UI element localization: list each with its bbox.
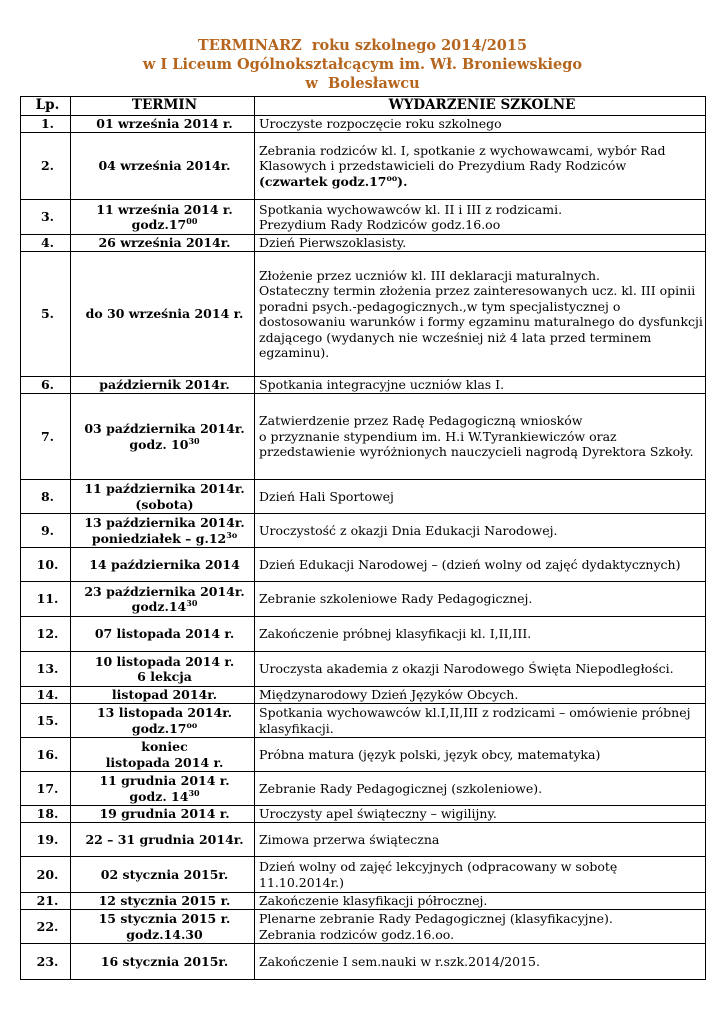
row-date-line-1: koniec: [141, 739, 188, 754]
row-date: [71, 200, 255, 235]
row-number: 21.: [21, 893, 71, 910]
table-header-row: [21, 97, 706, 116]
row-event: [255, 617, 706, 652]
row-number: 8.: [21, 480, 71, 514]
row-time: godz. 14: [129, 788, 189, 804]
table-row: [21, 133, 706, 200]
row-number: 15.: [21, 704, 71, 738]
row-number: 17.: [21, 772, 71, 806]
table-row: [21, 116, 706, 133]
row-time: godz.17: [131, 720, 187, 736]
row-event: [255, 480, 706, 514]
row-number: 20.: [21, 857, 71, 893]
row-date: [71, 910, 255, 944]
row-event: [255, 772, 706, 806]
row-date-line-1: 11 września 2014 r.: [96, 201, 233, 217]
row-date: [71, 823, 255, 857]
row-date-line-1: 11 grudnia 2014 r.: [99, 773, 230, 788]
table-row: [21, 910, 706, 944]
row-event-text: Dzień Pierwszoklasisty.: [259, 235, 407, 251]
row-event: [255, 944, 706, 980]
row-date-line-1: 04 września 2014r.: [98, 158, 231, 174]
row-date: [71, 480, 255, 514]
row-time-minutes: 30: [188, 787, 200, 798]
row-event-text: Złożenie przez uczniów kl. III deklaracji maturalnych.: [259, 267, 601, 283]
row-event: [255, 200, 706, 235]
row-time: 6 lekcja: [137, 669, 192, 684]
row-event: [255, 252, 706, 377]
row-time: godz.14.30: [126, 926, 203, 942]
row-number: 10.: [21, 548, 71, 582]
row-date-line-1: 26 września 2014r.: [98, 235, 231, 251]
row-event-note-end: ).: [397, 173, 408, 189]
row-date: [71, 944, 255, 980]
row-event-text-2: Ostateczny termin złożenia przez zainteresowanych ucz. kl. III opinii poradni psych.-pedagogicznych.,w tym specjalistycznej o dostosowaniu warunków i formy egzaminu maturalnego do dysfunkcji zdającego (wydanych nie wcześniej niż 4 lata przed terminem egzaminu).: [259, 283, 703, 360]
row-date-line-1: 02 stycznia 2015r.: [100, 866, 229, 882]
row-event-text: Międzynarodowy Dzień Języków Obcych.: [259, 687, 519, 703]
row-event-text: Zebranie Rady Pedagogicznej (szkoleniowe).: [259, 780, 543, 796]
document-title: [0, 36, 725, 93]
row-date-line-2: [75, 497, 254, 513]
row-event-text-2: o przyznanie stypendium im. H.i W.Tyrankiewiczów oraz przedstawienie wyróżnionych nauczycieli nagrodą Dyrektora Szkoły.: [259, 428, 694, 460]
row-event: [255, 652, 706, 687]
row-date-line-2: [75, 755, 254, 771]
row-date-line-1: 13 października 2014r.: [84, 515, 245, 530]
row-event-text: Dzień Edukacji Narodowej – (dzień wolny od zajęć dydaktycznych): [259, 556, 681, 572]
row-date: [71, 582, 255, 617]
row-date-line-2: [75, 789, 254, 805]
row-event-text: Zakończenie próbnej klasyfikacji kl. I,II,III.: [259, 626, 532, 642]
row-number: 13.: [21, 652, 71, 687]
row-number: 19.: [21, 823, 71, 857]
row-date: [71, 394, 255, 480]
table-row: [21, 548, 706, 582]
row-event: [255, 806, 706, 823]
table-row: [21, 200, 706, 235]
row-event: [255, 704, 706, 738]
table-row: [21, 704, 706, 738]
row-event-text: Próbna matura (język polski, język obcy, matematyka): [259, 746, 601, 762]
row-date-line-1: do 30 września 2014 r.: [85, 306, 244, 322]
row-date-line-1: 23 października 2014r.: [84, 583, 245, 599]
row-date-line-2: [75, 599, 254, 615]
row-number: 4.: [21, 235, 71, 252]
row-time: godz. 10: [129, 436, 189, 452]
row-number: 9.: [21, 514, 71, 548]
row-date: [71, 772, 255, 806]
row-time-minutes: 00: [186, 215, 198, 226]
table-row: [21, 944, 706, 980]
row-date: [71, 857, 255, 893]
table-row: [21, 235, 706, 252]
row-date-line-1: październik 2014r.: [99, 377, 230, 393]
row-time-minutes: 3o: [226, 529, 238, 540]
table-row: [21, 687, 706, 704]
row-event-text: Zakończenie I sem.nauki w r.szk.2014/2015.: [259, 953, 540, 969]
row-event-text-2: Prezydium Rady Rodziców godz.16.oo: [259, 217, 501, 232]
row-number: 12.: [21, 617, 71, 652]
row-event-text: Spotkania wychowawców kl. II i III z rodzicami.: [259, 201, 563, 217]
row-date-line-1: 03 października 2014r.: [84, 421, 245, 436]
row-date-line-1: 07 listopada 2014 r.: [94, 626, 235, 642]
row-date-line-2: [75, 531, 254, 547]
row-event-text: Uroczysty apel świąteczny – wigilijny.: [259, 806, 497, 822]
row-date-line-1: 01 września 2014 r.: [96, 116, 233, 132]
table-row: [21, 857, 706, 893]
row-event-note-minutes: oo: [386, 172, 398, 183]
row-date-line-2: [75, 217, 254, 233]
row-event: [255, 377, 706, 394]
table-row: [21, 377, 706, 394]
row-event-text: Zebranie szkoleniowe Rady Pedagogicznej.: [259, 591, 533, 607]
row-time-minutes: 30: [186, 597, 198, 608]
row-time: poniedziałek – g.12: [91, 530, 227, 546]
row-event-text: Zatwierdzenie przez Radę Pedagogiczną wniosków: [259, 413, 583, 429]
row-time-minutes: 30: [188, 435, 200, 446]
row-date: [71, 116, 255, 133]
row-date: [71, 235, 255, 252]
row-event: [255, 514, 706, 548]
row-date: [71, 652, 255, 687]
table-row: [21, 480, 706, 514]
row-date: [71, 893, 255, 910]
row-event-text: Zebrania rodziców kl. I, spotkanie z wychowawcami, wybór Rad Klasowych i przedstawicieli do Prezydium Rady Rodziców: [259, 142, 666, 174]
row-event-text: Uroczysta akademia z okazji Narodowego Święta Niepodległości.: [259, 661, 674, 677]
row-time: (sobota): [135, 496, 194, 512]
table-row: [21, 252, 706, 377]
row-date: [71, 738, 255, 772]
row-number: 16.: [21, 738, 71, 772]
row-date: [71, 806, 255, 823]
row-date-line-2: [75, 927, 254, 943]
row-date-line-1: 14 października 2014: [89, 556, 240, 572]
row-event: [255, 394, 706, 480]
row-number: 22.: [21, 910, 71, 944]
row-date: [71, 252, 255, 377]
row-number: 14.: [21, 687, 71, 704]
row-number: 23.: [21, 944, 71, 980]
row-event-note-text: (czwartek godz.17: [259, 173, 387, 189]
table-row: [21, 652, 706, 687]
table-row: [21, 823, 706, 857]
row-number: 1.: [21, 116, 71, 133]
table-row: [21, 738, 706, 772]
title-line-1: TERMINARZ roku szkolnego 2014/2015: [197, 37, 528, 54]
row-date-line-1: 13 listopada 2014r.: [96, 705, 232, 720]
row-date-line-1: 10 listopada 2014 r.: [94, 653, 235, 669]
table-row: [21, 806, 706, 823]
row-event: [255, 582, 706, 617]
row-number: 7.: [21, 394, 71, 480]
row-event: [255, 687, 706, 704]
row-date: [71, 704, 255, 738]
row-date-line-2: [75, 721, 254, 737]
row-time-minutes: oo: [186, 719, 198, 730]
row-event: [255, 823, 706, 857]
row-date-line-1: 22 – 31 grudnia 2014r.: [85, 831, 244, 847]
table-row: [21, 893, 706, 910]
row-event-text: Spotkania integracyjne uczniów klas I.: [259, 377, 505, 393]
row-event-bold-note: [259, 174, 705, 190]
row-date-line-1: 15 stycznia 2015 r.: [98, 911, 231, 926]
row-number: 3.: [21, 200, 71, 235]
row-event-text: Zimowa przerwa świąteczna: [259, 831, 440, 847]
column-header-event: WYDARZENIE SZKOLNE: [255, 97, 706, 116]
row-event: [255, 910, 706, 944]
row-number: 18.: [21, 806, 71, 823]
row-event-text: Plenarne zebranie Rady Pedagogicznej (klasyfikacyjne).: [259, 911, 613, 926]
row-date-line-1: 12 stycznia 2015 r.: [98, 893, 231, 909]
row-date: [71, 687, 255, 704]
row-event: [255, 116, 706, 133]
row-date-line-2: [75, 437, 254, 453]
row-number: 2.: [21, 133, 71, 200]
row-date-line-2: [75, 669, 254, 685]
column-header-lp: Lp.: [21, 97, 71, 116]
row-event: [255, 548, 706, 582]
table-row: [21, 772, 706, 806]
row-event-text: Uroczyste rozpoczęcie roku szkolnego: [259, 116, 502, 132]
title-line-2: w I Liceum Ogólnokształcącym im. Wł. Broniewskiego: [142, 56, 583, 73]
row-date-line-1: 16 stycznia 2015r.: [100, 953, 229, 969]
row-event-text: Uroczystość z okazji Dnia Edukacji Narodowej.: [259, 522, 558, 538]
row-event-text: Dzień wolny od zajęć lekcyjnych (odpracowany w sobotę 11.10.2014r.): [259, 859, 618, 890]
schedule-table: [20, 96, 706, 980]
row-date: [71, 377, 255, 394]
row-event-text-2: Zebrania rodziców godz.16.oo.: [259, 926, 455, 942]
row-number: 5.: [21, 252, 71, 377]
row-date-line-1: listopad 2014r.: [111, 687, 218, 703]
row-event: [255, 235, 706, 252]
column-header-termin: TERMIN: [71, 97, 255, 116]
table-row: [21, 617, 706, 652]
table-row: [21, 514, 706, 548]
row-date: [71, 617, 255, 652]
row-date-line-1: 11 października 2014r.: [84, 481, 245, 496]
row-event: [255, 133, 706, 200]
row-event-text: Spotkania wychowawców kl.I,II,III z rodzicami – omówienie próbnej klasyfikacji.: [259, 705, 691, 736]
row-event: [255, 738, 706, 772]
row-time: listopada 2014 r.: [105, 754, 224, 770]
row-event: [255, 857, 706, 893]
row-date-line-1: 19 grudnia 2014 r.: [99, 806, 230, 822]
row-date: [71, 133, 255, 200]
row-event-text: Dzień Hali Sportowej: [259, 488, 394, 504]
row-date: [71, 548, 255, 582]
row-time: godz.14: [131, 599, 187, 614]
title-line-3: w Bolesławcu: [305, 75, 420, 92]
row-number: 11.: [21, 582, 71, 617]
table-row: [21, 582, 706, 617]
row-number: 6.: [21, 377, 71, 394]
row-event: [255, 893, 706, 910]
row-date: [71, 514, 255, 548]
row-time: godz.17: [131, 217, 187, 232]
table-row: [21, 394, 706, 480]
schedule-rows: [21, 116, 706, 980]
row-event-text: Zakończenie klasyfikacji półrocznej.: [259, 893, 488, 909]
